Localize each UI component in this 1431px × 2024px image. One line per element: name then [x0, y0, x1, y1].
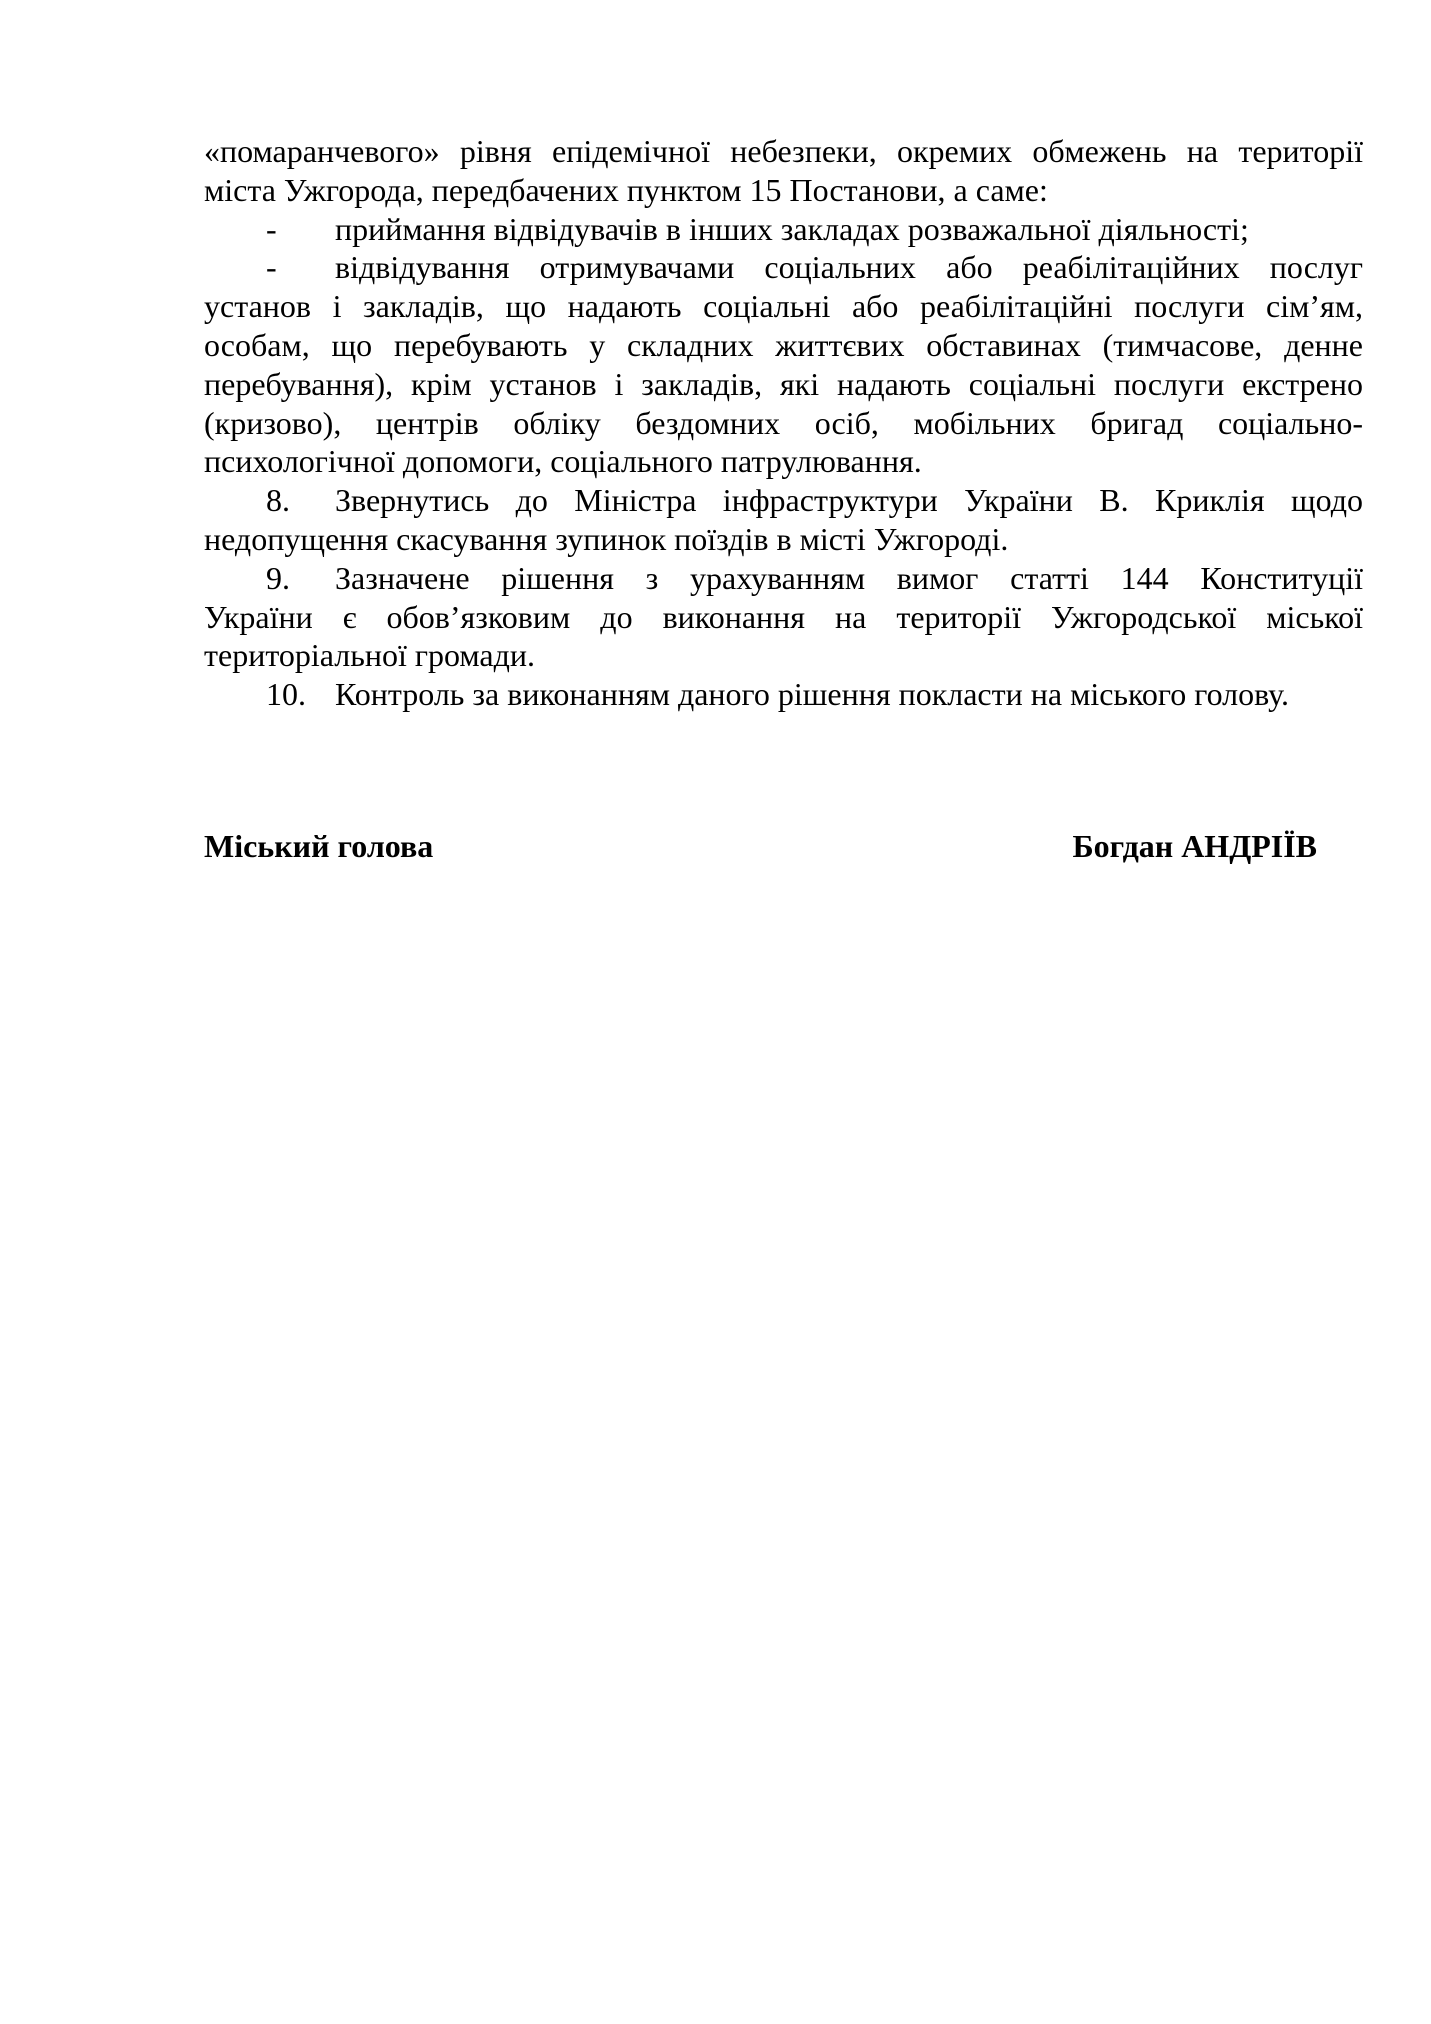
list-item-1-text: приймання відвідувачів в інших закладах розважальної діяльності;: [335, 210, 1249, 247]
body-line-8: [204, 404, 1363, 443]
item-10-text: Контроль за виконанням даного рішення покласти на міського голову.: [335, 676, 1289, 713]
signature-title: Міський голова: [204, 827, 434, 864]
list-dash-marker-2: -: [266, 249, 277, 286]
body-line-5: [204, 287, 1363, 326]
body-line-6-text: особам, що перебувають у складних життєвих обставинах (тимчасове, денне: [204, 326, 1363, 363]
item-8-line-2-text: недопущення скасування зупинок поїздів в місті Ужгороді.: [204, 520, 1009, 557]
item-9-line-2-text: України є обов’язковим до виконання на території Ужгородської міської: [204, 598, 1363, 635]
body-line-8-text: (кризово), центрів обліку бездомних осіб, мобільних бригад соціально-: [204, 404, 1363, 441]
item-9-line-3-text: територіальної громади.: [204, 637, 535, 674]
document-body: [204, 132, 1363, 866]
body-line-6: [204, 326, 1363, 365]
body-line-5-text: установ і закладів, що надають соціальні або реабілітаційні послуги сім’ям,: [204, 288, 1363, 325]
list-item-line-2: [204, 248, 1363, 287]
body-line-2-text: міста Ужгорода, передбачених пунктом 15 Постанови, а саме:: [204, 171, 1048, 208]
item-10-line-1: [204, 675, 1363, 714]
body-line-2: [204, 171, 1363, 210]
body-line-7: [204, 365, 1363, 404]
item-9-text: Зазначене рішення з урахуванням вимог статті 144 Конституції: [335, 559, 1363, 596]
item-number-8: 8.: [266, 482, 290, 519]
item-8-text: Звернутись до Міністра інфраструктури України В. Криклія щодо: [335, 482, 1363, 519]
body-line-9-text: психологічної допомоги, соціального патрулювання.: [204, 443, 922, 480]
item-9-line-3: [204, 636, 1363, 675]
list-item-line-1: [204, 210, 1363, 249]
body-line-1: [204, 132, 1363, 171]
signature-name: Богдан АНДРІЇВ: [1072, 827, 1317, 864]
body-line-1-text: «помаранчевого» рівня епідемічної небезпеки, окремих обмежень на території: [204, 133, 1363, 169]
item-8-line-1: [204, 481, 1363, 520]
item-number-10: 10.: [266, 676, 306, 713]
item-9-line-2: [204, 598, 1363, 637]
signature-row: [204, 827, 1363, 866]
body-line-7-text: перебування), крім установ і закладів, які надають соціальні послуги екстрено: [204, 365, 1363, 402]
item-8-line-2: [204, 520, 1363, 559]
list-item-2-text: відвідування отримувачами соціальних або реабілітаційних послуг: [335, 249, 1363, 286]
item-number-9: 9.: [266, 559, 290, 596]
item-9-line-1: [204, 559, 1363, 598]
list-dash-marker-1: -: [266, 210, 277, 247]
body-line-9: [204, 442, 1363, 481]
